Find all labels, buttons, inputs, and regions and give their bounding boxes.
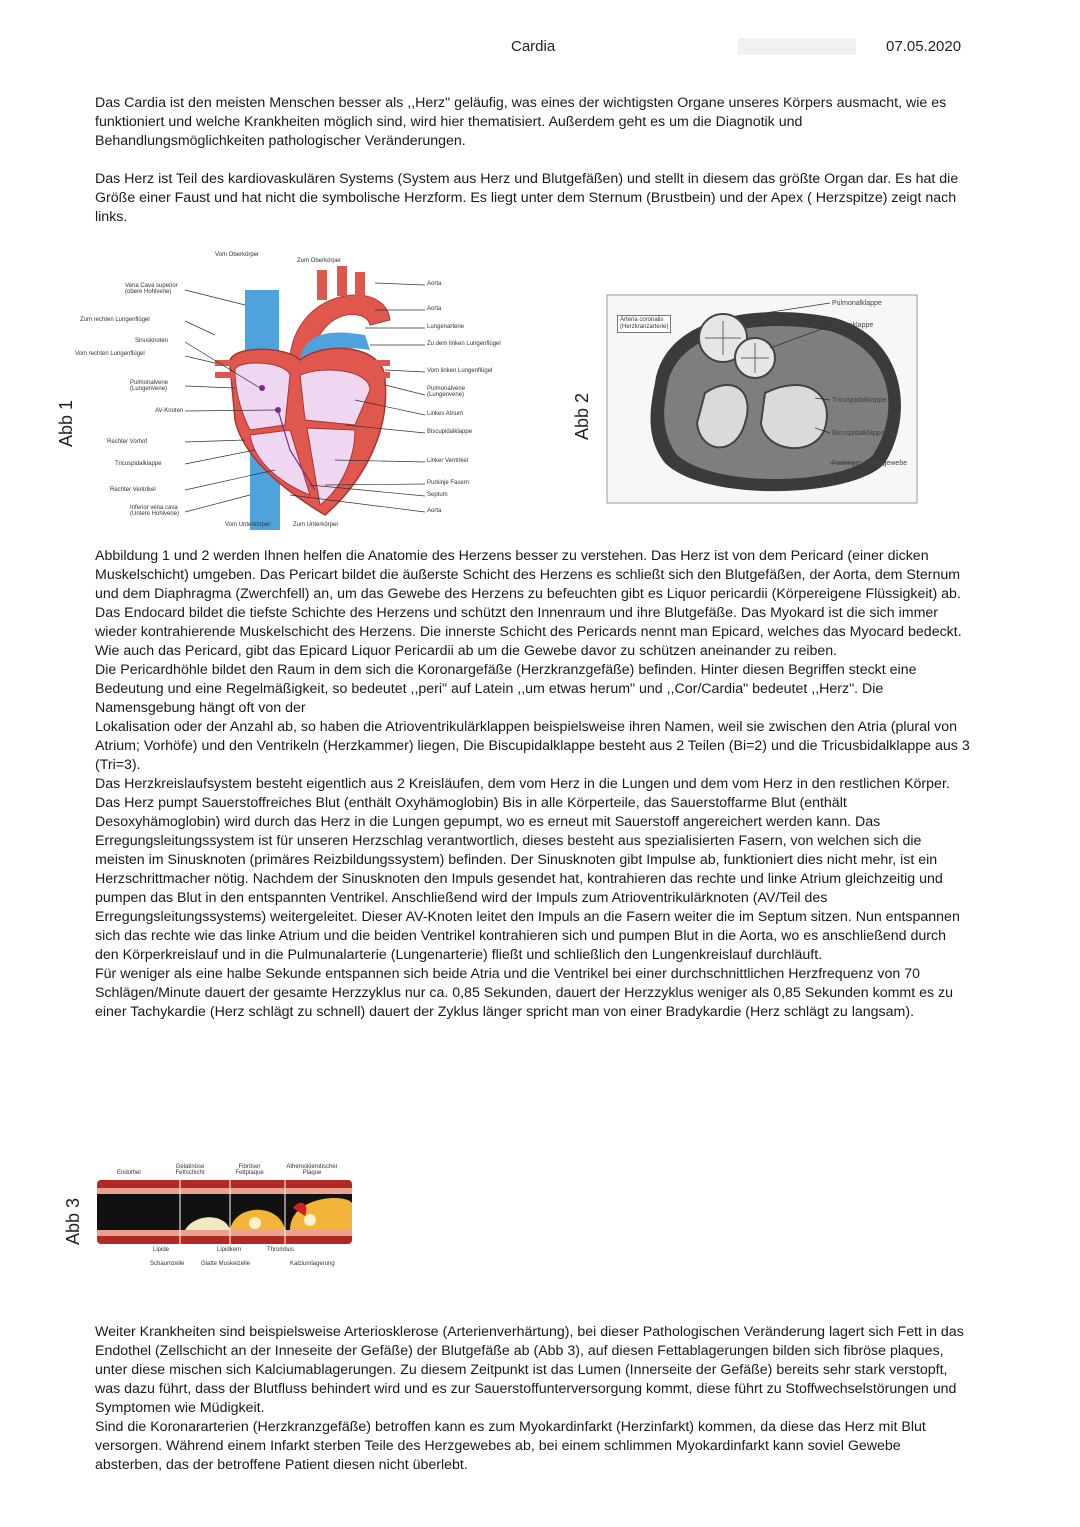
abb1-label: Abb 1 bbox=[56, 399, 76, 447]
valve-diagram bbox=[605, 293, 925, 508]
abb3-label-fibroeser: Fibröser Fettplaque bbox=[235, 1164, 264, 1176]
body-paragraph-1: Abbildung 1 und 2 werden Ihnen helfen die Anatomie des Herzens besser zu verstehen. Das Herz ist von dem Pericard (einer dicken Muskelschicht) umgeben. Das Pericart bildet die äußerste Schicht des Herzens es schließt sich den Blutgefäßen, der Aorta, dem Sternum und dem Diaphragma (Zwerchfell) an, um das Gewebe des Herzens zu befeuchten gibt es Liquor pericardii (Körpereigene Flüssigkeit) ab. Das Endocard bildet die tiefste Schichte des Herzens und schützt den Innenraum und ihre Blutgefäße. Das Myokard ist die sich immer wieder kontrahierende Muskelschicht des Herzens. Die innerste Schicht des Pericards nennt man Epicard, welches das Myocard bedeckt. Wie auch das Pericard, gibt das Epicard Liquor Pericardii ab um die Gewebe davor zu schützen aneinander zu reiben. bbox=[95, 548, 962, 659]
abb1-label-right-3: Lungenarterie bbox=[427, 324, 465, 330]
abb3-label-glatte-muskelzelle: Glatte Muskelzelle bbox=[201, 1261, 251, 1267]
abb2-label-tricuspidalklappe: Tricuspidalklappe bbox=[832, 397, 887, 404]
abb3-label-endothel: Endothel bbox=[117, 1170, 141, 1176]
abb3-label-lipide: Lipide bbox=[153, 1247, 170, 1253]
abb2-label-pulmonalklappe: Pulmonalklappe bbox=[832, 300, 882, 307]
abb1-label-right-6: Pulmonalvene (Lungenvene) bbox=[427, 386, 466, 398]
abb1-label-right-11: Septum bbox=[427, 492, 448, 498]
intro-paragraph-1: Das Cardia ist den meisten Menschen besser als ,,Herz" geläufig, was eines der wichtigsten Organe unseres Körpers ausmacht, wie es funktioniert und welche Krankheiten möglich sind, wird hier thematisiert. Außerdem geht es um die Diagnotik und Behandlungsmöglichkeiten pathologischer Veränderungen. bbox=[95, 95, 947, 149]
outro-section bbox=[95, 1323, 971, 1475]
abb1-label-right-12: Aorta bbox=[427, 508, 442, 514]
abb1-label-top-2: Zum Oberkörper bbox=[297, 258, 342, 264]
abb3-label-kalziumlagerung: Kalziumlagerung bbox=[290, 1261, 335, 1267]
abb1-label-left-4: Vom rechten Lungenflügel bbox=[75, 351, 145, 357]
outro-paragraph-1: Weiter Krankheiten sind beispielsweise Arteriosklerose (Arterienverhärtung), bei dieser Pathologischen Veränderung lagert sich Fett in das Endothel (Zellschicht an der Inneseite der Gefäße) der Blutgefäße ab (Abb 3), auf diesen Fettablagerungen bilden sich fibröse plaques, unter diese mischen sich Kalciumablagerungen. Zu diesem Zeitpunkt ist das Lumen (Innerseite der Gefäße) bereits sehr stark verstopft, was dazu führt, dass der Blutfluss behindert wird und es zur Sauerstoffunterversorgung kommt, diese führt zu Stoffwechselstörungen und Symptomen wie Müdigkeit. bbox=[95, 1324, 964, 1416]
abb1-label-right-8: Biscupidalklappe bbox=[427, 429, 473, 435]
abb3-label-lipidkern: Lipidkern bbox=[217, 1247, 242, 1253]
outro-paragraph-2: Sind die Koronararterien (Herzkranzgefäße) betroffen kann es zum Myokardinfarkt (Herzinfarkt) kommen, da diese das Herz mit Blut versorgen. Während einem Infarkt sterben Teile des Herzgewebes ab, bei einem schlimmen Myokardinfarkt kann soviel Gewebe absterben, das der betroffene Patient diesen nicht überlebt. bbox=[95, 1419, 926, 1473]
abb2-label-bicuspidalklappe: Bicuspidalklappe bbox=[832, 430, 885, 437]
body-paragraph-2: Die Pericardhöhle bildet den Raum in dem sich die Koronargefäße (Herzkranzgefäße) befinden. Hinter diesen Begriffen steckt eine Bedeutung und eine Regelmäßigkeit, so bedeutet ,,peri" auf Latein ,,um etwas herum" und ,,Cor/Cardia" bedeutet ,,Herz". Die Namensgebung hängt oft von der bbox=[95, 662, 917, 716]
abb1-label-right-9: Linker Ventrikel bbox=[427, 458, 469, 464]
abb2-label-bindegewebe: Faseriges Bindegewebe bbox=[832, 460, 908, 467]
page-title: Cardia bbox=[511, 38, 556, 55]
coronary-artery-line1: Arteria coronalis bbox=[620, 317, 664, 323]
abb1-label-left-2: Zum rechten Lungenflügel bbox=[80, 317, 150, 323]
abb3-label: Abb 3 bbox=[63, 1197, 83, 1245]
abb1-label-left-8: Tricuspidalklappe bbox=[115, 461, 162, 467]
abb1-label-left-1: Vena Cava superior (obere Hohlvene) bbox=[125, 283, 178, 295]
abb3-label-atherosklerotischer: Atherosklerotischer Plaque bbox=[286, 1164, 338, 1176]
abb1-label-right-1: Aorta bbox=[427, 281, 442, 287]
abb1-label-left-5: Pulmonalvene (Lungenvene) bbox=[130, 380, 169, 392]
abb3-label-schaumzelle: Schaumzelle bbox=[150, 1261, 185, 1267]
abb1-label-top-1: Vom Oberkörper bbox=[215, 252, 260, 258]
abb1-label-right-7: Linkes Atrium bbox=[427, 411, 464, 417]
abb1-label-right-2: Aorta bbox=[427, 306, 442, 312]
abb1-label-right-4: Zu dem linken Lungenflügel bbox=[427, 341, 501, 347]
abb1-label-left-3: Sinusknoten bbox=[135, 338, 169, 344]
abb3-label-thrombus: Thrombus bbox=[267, 1247, 295, 1253]
abb1-label-right-5: Vom linken Lungenflügel bbox=[427, 368, 493, 374]
abb1-label-left-6: AV-Knoten bbox=[155, 408, 184, 414]
body-paragraph-3: Lokalisation oder der Anzahl ab, so haben die Atrioventrikulärklappen beispielsweise ihren Namen, weil sie zwischen den Atria (plural von Atrium; Vorhöfe) und den Ventrikeln (Herzkammer) liegen, Die Biscupidalklappe besteht aus 2 Teilen (Bi=2) und die Tricusbidalklappe aus 3 (Tri=3). bbox=[95, 719, 970, 773]
abb1-label-right-10: Purkinje Fasern bbox=[427, 480, 470, 486]
body-paragraph-4: Das Herzkreislaufsystem besteht eigentlich aus 2 Kreisläufen, dem vom Herz in die Lungen und dem vom Herz in den restlichen Körper. Das Herz pumpt Sauerstoffreiches Blut (enthält Oxyhämoglobin) Bis in alle Körperteile, das Sauerstoffarme Blut (enthält Desoxyhämoglobin) wird durch das Herz in die Lungen gepumpt, wo es erneut mit Sauerstoff angereichert werden kann. Das Erregungsleitungssystem ist für unseren Herzschlag verantwortlich, dieses besteht aus spezialisierten Fasern, von welchen sich die meisten im Sinusknoten (primäres Reizbildungssystem) befinden. Der Sinusknoten gibt Impulse ab, funktioniert dies nicht mehr, ist ein Herzschrittmacher nötig. Nachdem der Sinusknoten den Impuls gesendet hat, kontrahieren das rechte und linke Atrium gleichzeitig und pumpen das Blut in den entspannten Ventrikel. Anschließend wird der Impuls zum Atrioventrikulärknoten (AV/Teil des Erregungsleitungssystems) weitergeleitet. Dieser AV-Knoten leitet den Impuls an die Fasern weiter die im Septum sitzen. Nun entspannen sich das rechte wie das linke Atrium und die beiden Ventrikel kontrahieren sich und pumpen Blut in die Aorta, wo es anschließend durch den Körperkreislauf und in die Pulmunalarterie (Lungenarterie) fließt und schließlich den Lungenkreislauf durchläuft. bbox=[95, 776, 960, 963]
coronary-artery-box bbox=[617, 315, 671, 333]
redacted-name bbox=[738, 38, 856, 55]
abb1-label-bottom-2: Zum Unterkörper bbox=[293, 522, 339, 528]
body-paragraph-5: Für weniger als eine halbe Sekunde entspannen sich beide Atria und die Ventrikel bei einer durchschnittlichen Herzfrequenz von 70 Schlägen/Minute dauert der gesamte Herzzyklus nur ca. 0,85 Sekunden, dauert der Herzzyklus weniger als 0,85 Sekunden kommt es zu einer Tachykardie (Herz schlägt zu schnell) dauert der Zyklus länger spricht man von einer Bradykardie (Herz schlägt zu langsam). bbox=[95, 966, 954, 1020]
abb2-label-aortenklappe: Aortenklappe bbox=[832, 322, 874, 329]
page-date: 07.05.2020 bbox=[886, 38, 962, 55]
abb1-label-left-10: Inferior vena cava (Untere Hohlvene) bbox=[130, 505, 180, 517]
artery-diagram bbox=[95, 1158, 355, 1273]
abb1-label-left-7: Rechter Vorhof bbox=[107, 439, 148, 445]
abb1-label-left-9: Rechter Ventrikel bbox=[110, 487, 156, 493]
abb2-label: Abb 2 bbox=[572, 392, 592, 440]
coronary-artery-line2: (Herzkranzarterie) bbox=[620, 324, 669, 330]
abb3-label-gelatinoese: Gelatinöse Fettschicht bbox=[175, 1164, 205, 1176]
abb1-label-bottom-1: Vom Unterkörper bbox=[225, 522, 271, 528]
intro-paragraph-2: Das Herz ist Teil des kardiovaskulären Systems (System aus Herz und Blutgefäßen) und stellt in diesem das größte Organ dar. Es hat die Größe einer Faust und hat nicht die symbolische Herzform. Es liegt unter dem Sternum (Brustbein) und der Apex ( Herzspitze) zeigt nach links. bbox=[95, 171, 959, 225]
heart-diagram bbox=[75, 250, 501, 540]
intro-section bbox=[95, 94, 967, 227]
body-section bbox=[95, 547, 971, 1022]
